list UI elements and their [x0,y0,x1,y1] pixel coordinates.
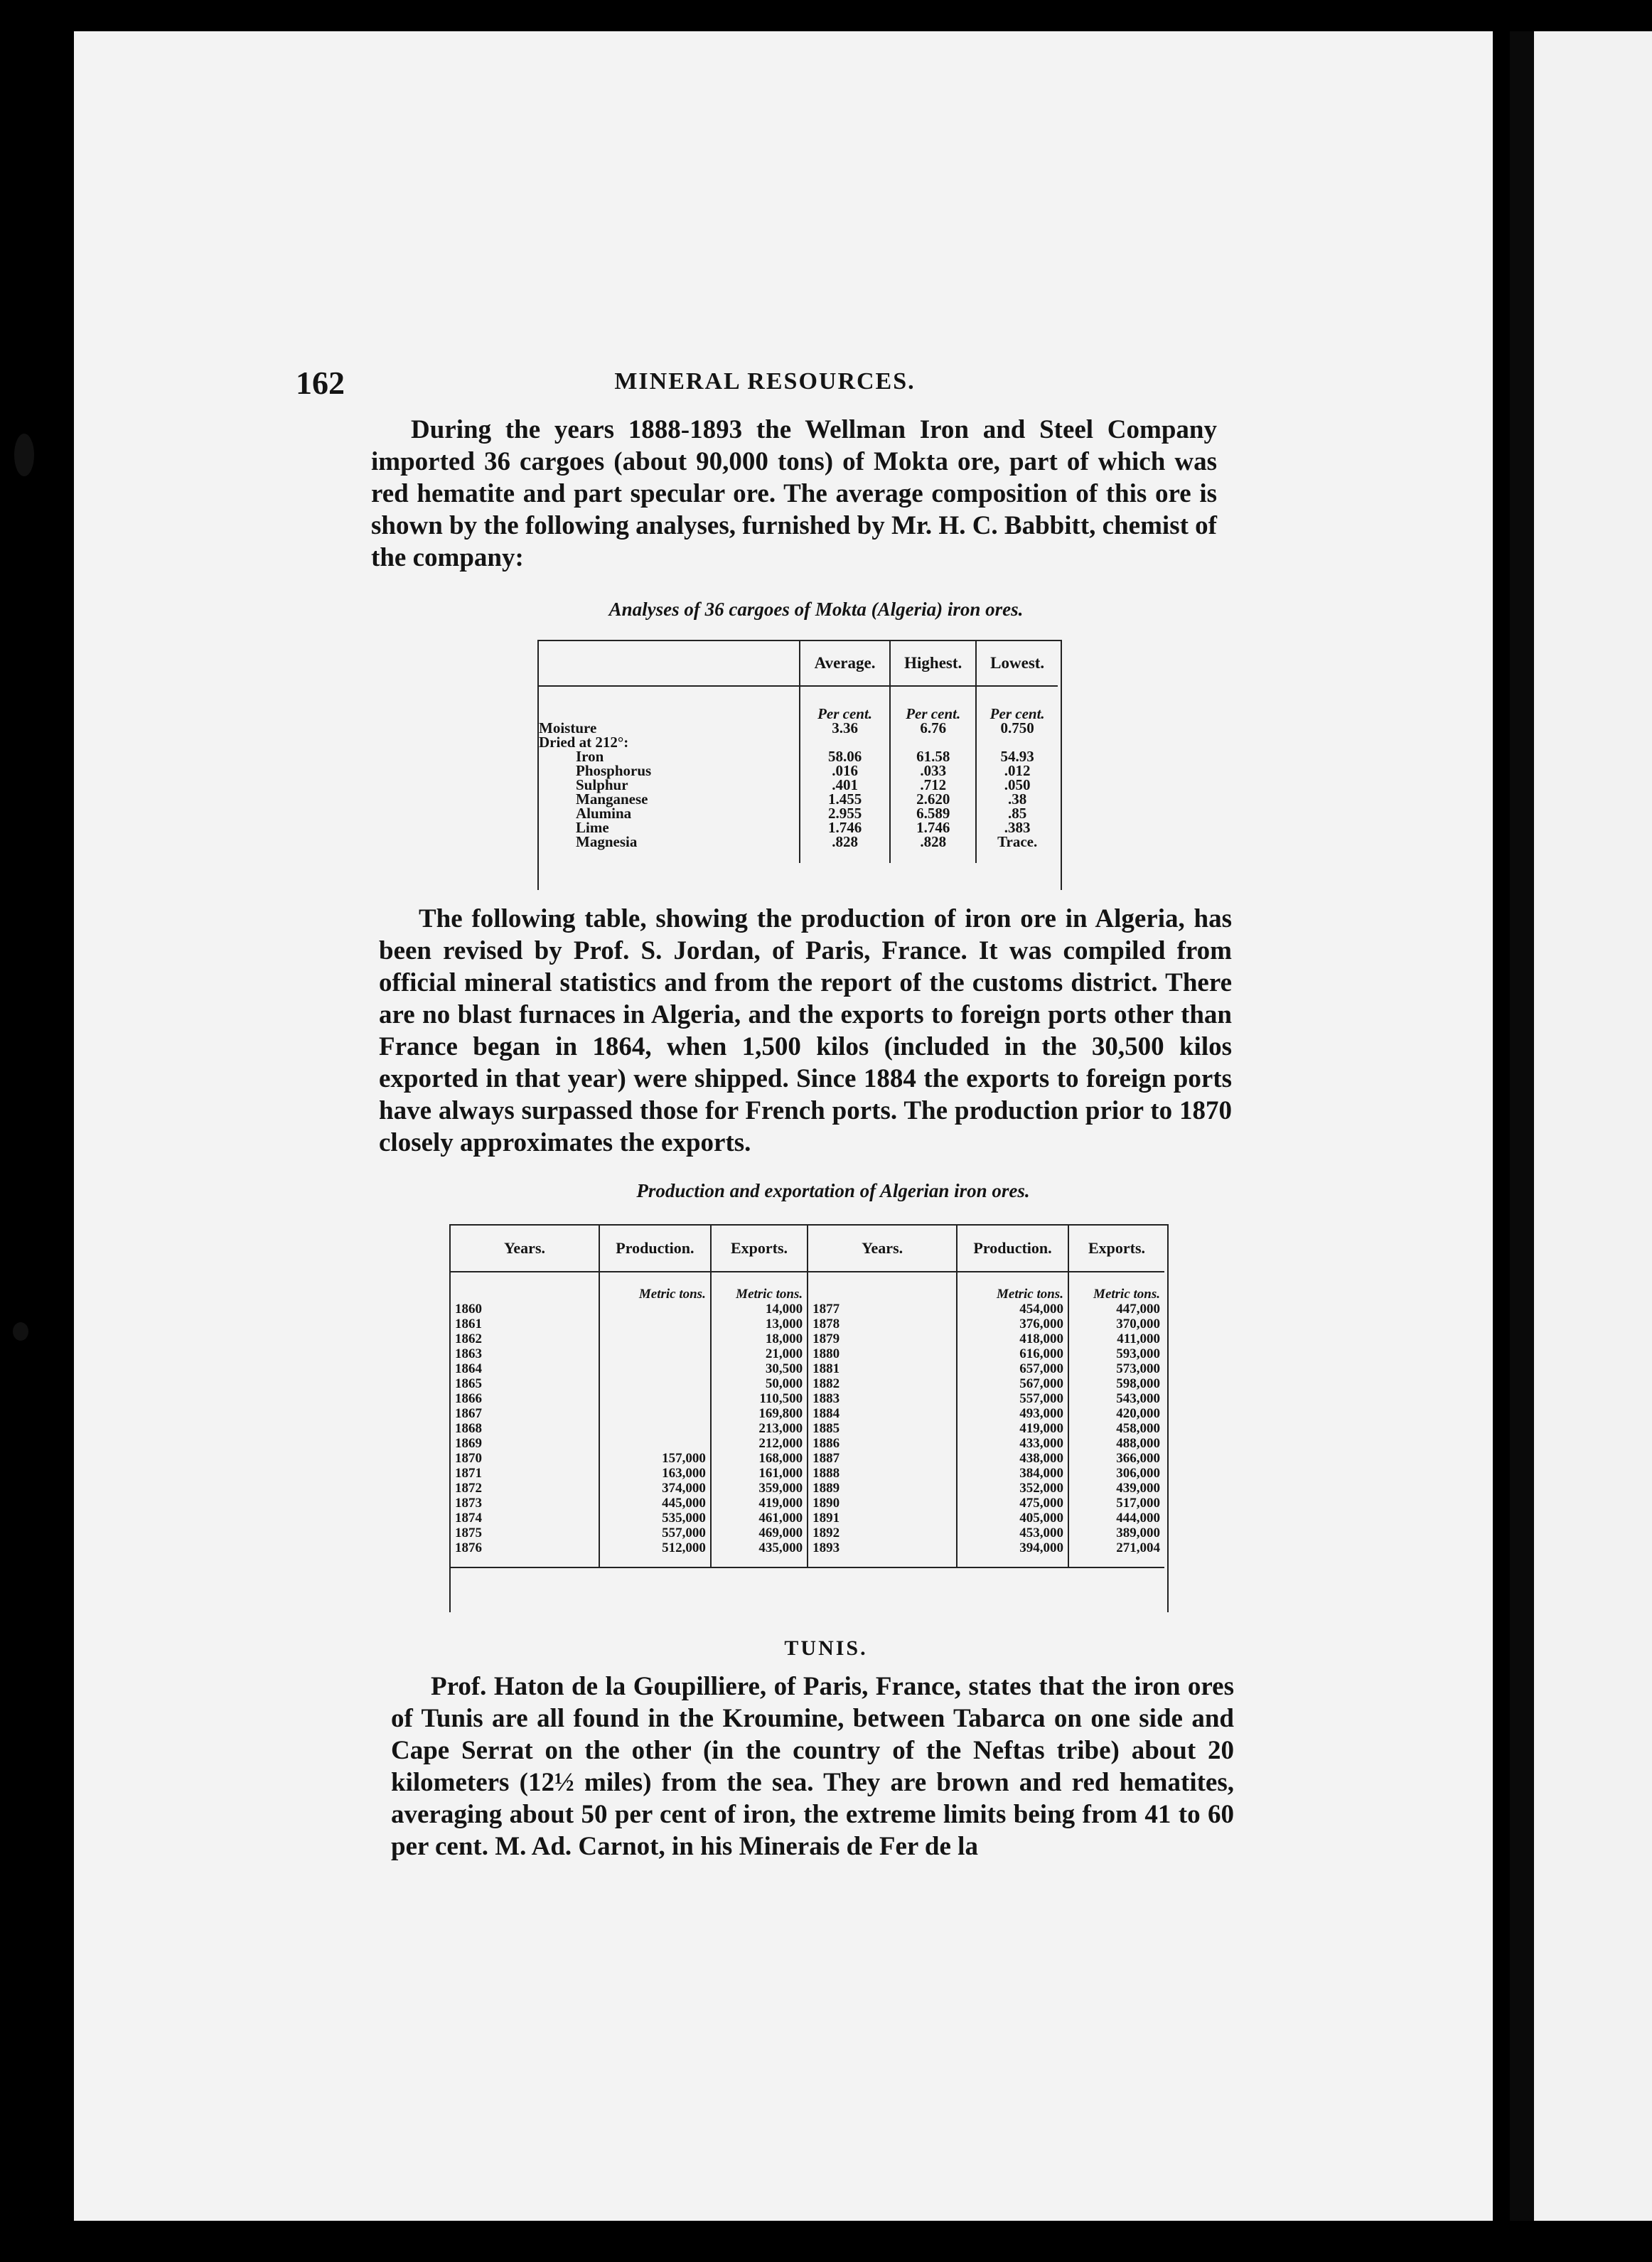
table-cell: 366,000 [1068,1451,1164,1466]
table-cell: 50,000 [711,1376,808,1391]
table-cell: 435,000 [711,1540,808,1567]
table-cell: 419,000 [711,1496,808,1511]
table-cell [599,1376,711,1391]
table-cell: 389,000 [1068,1526,1164,1540]
unit-label: Metric tons. [711,1272,808,1302]
table-row [539,749,1058,763]
row-label: Sulphur [576,776,628,793]
year-cell: 1890 [808,1496,957,1511]
unit-label: Metric tons. [1068,1272,1164,1302]
table-cell: 58.06 [800,749,890,763]
table-row [539,835,1058,863]
table-cell: 438,000 [957,1451,1068,1466]
year-cell: 1893 [808,1540,957,1567]
facing-page-edge [1534,31,1652,2221]
table-cell: 169,800 [711,1406,808,1421]
table-cell: 453,000 [957,1526,1068,1540]
table-cell [599,1391,711,1406]
year-cell: 1877 [808,1302,957,1317]
table-row [539,820,1058,835]
year-cell: 1879 [808,1331,957,1346]
table-cell: .828 [800,835,890,863]
table-cell: 598,000 [1068,1376,1164,1391]
table-row [451,1376,1164,1391]
unit-label: Metric tons. [957,1272,1068,1302]
column-header-years: Years. [808,1226,957,1272]
table-cell: 30,500 [711,1361,808,1376]
table-cell: 488,000 [1068,1436,1164,1451]
year-cell: 1876 [451,1540,599,1567]
year-cell: 1881 [808,1361,957,1376]
table-cell: 110,500 [711,1391,808,1406]
table-cell: .050 [976,778,1058,792]
table-caption-mokta: Analyses of 36 cargoes of Mokta (Algeria) iron ores. [608,599,1024,620]
table-cell: 517,000 [1068,1496,1164,1511]
table-cell: 557,000 [599,1526,711,1540]
year-cell: 1868 [455,1421,482,1436]
table-cell: 1.746 [890,820,976,835]
paragraph-tunis: Prof. Haton de la Goupilliere, of Paris, France, states that the iron ores of Tunis are all found in the Kroumine, between Tabarca on one side and Cape Serrat on the other (in the country of the Neftas tribe) about 20 kilometers (12½ miles) from the sea. They are brown and red hematites, averaging about 50 per cent of iron, the extreme limits being from 41 to 60 per cent. M. Ad. Carnot, in his Minerais de Fer de la [391,1672,1234,1861]
table-cell: 394,000 [957,1540,1068,1567]
running-head: MINERAL RESOURCES. [614,368,916,395]
column-header-production: Production. [957,1226,1068,1272]
table-row [451,1361,1164,1376]
page-header [296,364,1234,404]
table-cell [599,1302,711,1317]
table-cell [976,735,1058,749]
margin-speck [13,1322,28,1341]
table-cell: 419,000 [957,1421,1068,1436]
table-row [451,1540,1164,1567]
table-cell: 18,000 [711,1331,808,1346]
paragraph-wellman: During the years 1888-1893 the Wellman Iron and Steel Company imported 36 cargoes (about 90,000 tons) of Mokta ore, part of which was red hematite and part specular ore. The average composition of this ore is shown by the following analyses, furnished by Mr. H. C. Babbitt, chemist of the company: [371,415,1217,572]
year-cell: 1888 [808,1466,957,1481]
table-cell [599,1436,711,1451]
table-cell: 543,000 [1068,1391,1164,1406]
table-cell: 458,000 [1068,1421,1164,1436]
row-label: Phosphorus [576,762,652,779]
table-algeria-production [451,1226,1164,1568]
table-cell: .401 [800,778,890,792]
table-row [539,792,1058,806]
row-label: Iron [576,748,604,765]
year-cell: 1861 [455,1317,482,1331]
table-cell: 444,000 [1068,1511,1164,1526]
row-label: Magnesia [576,833,638,850]
year-cell: 1872 [455,1481,482,1496]
margin-speck [14,434,34,476]
table-cell [800,735,890,749]
table-cell: 61.58 [890,749,976,763]
table-row [451,1436,1164,1451]
table-cell: 370,000 [1068,1317,1164,1331]
year-cell: 1860 [455,1302,482,1317]
table-row [539,721,1058,735]
table-cell: .85 [976,806,1058,820]
table-cell: 54.93 [976,749,1058,763]
page-number: 162 [296,365,345,401]
column-header-exports: Exports. [1068,1226,1164,1272]
table-row [451,1302,1164,1317]
column-header-exports: Exports. [711,1226,808,1272]
year-cell: 1863 [455,1346,482,1361]
table-cell: 469,000 [711,1526,808,1540]
row-label: Lime [576,819,609,836]
table-row [451,1466,1164,1481]
year-cell: 1869 [455,1436,482,1451]
table-cell [808,1272,957,1302]
table-row [451,1317,1164,1331]
row-label: Manganese [576,790,648,808]
table-cell: 6.589 [890,806,976,820]
table-cell: 445,000 [599,1496,711,1511]
year-cell: 1887 [808,1451,957,1466]
table-row [451,1481,1164,1496]
year-cell: 1891 [808,1511,957,1526]
column-header-average: Average. [800,641,890,686]
table-cell: 493,000 [957,1406,1068,1421]
table-row [451,1496,1164,1511]
table-cell: .383 [976,820,1058,835]
table-row [451,1511,1164,1526]
table-cell: .712 [890,778,976,792]
table-cell: 21,000 [711,1346,808,1361]
table-cell [451,1272,599,1302]
table-cell: 439,000 [1068,1481,1164,1496]
year-cell: 1874 [455,1511,482,1526]
section-heading-tunis: TUNIS. [784,1636,868,1660]
year-cell: 1889 [808,1481,957,1496]
row-label: Alumina [576,805,632,822]
table-cell: 2.955 [800,806,890,820]
table-cell: 13,000 [711,1317,808,1331]
table-cell [599,1361,711,1376]
table-mokta-analyses [539,641,1058,863]
table-cell [599,1406,711,1421]
table-cell [599,1317,711,1331]
table-cell: 512,000 [599,1540,711,1567]
year-cell: 1884 [808,1406,957,1421]
table-cell: 657,000 [957,1361,1068,1376]
table-cell: 374,000 [599,1481,711,1496]
year-cell: 1862 [455,1331,482,1346]
table-row [451,1526,1164,1540]
table-cell: 384,000 [957,1466,1068,1481]
year-cell: 1875 [455,1526,482,1540]
table-cell: 213,000 [711,1421,808,1436]
column-header-lowest: Lowest. [976,641,1058,686]
year-cell: 1864 [455,1361,482,1376]
unit-label: Per cent. [800,686,890,721]
table-cell: 475,000 [957,1496,1068,1511]
unit-label: Per cent. [976,686,1058,721]
table-cell [890,735,976,749]
year-cell: 1883 [808,1391,957,1406]
table-cell: 557,000 [957,1391,1068,1406]
table-cell: 376,000 [957,1317,1068,1331]
row-label: Moisture [539,719,597,736]
table-cell: 271,004 [1068,1540,1164,1567]
table-cell: .016 [800,763,890,778]
table-cell: 447,000 [1068,1302,1164,1317]
table-cell: 573,000 [1068,1361,1164,1376]
table-row [451,1421,1164,1436]
table-cell [599,1346,711,1361]
table-cell: 593,000 [1068,1346,1164,1361]
table-cell: 411,000 [1068,1331,1164,1346]
table-cell: 418,000 [957,1331,1068,1346]
table-cell: 1.455 [800,792,890,806]
table-row [451,1331,1164,1346]
table-cell: 306,000 [1068,1466,1164,1481]
table-cell: .828 [890,835,976,863]
table-cell: 461,000 [711,1511,808,1526]
unit-label: Metric tons. [599,1272,711,1302]
table-row [539,763,1058,778]
year-cell: 1886 [808,1436,957,1451]
year-cell: 1880 [808,1346,957,1361]
table-cell: 161,000 [711,1466,808,1481]
table-cell: Trace. [976,835,1058,863]
year-cell: 1871 [455,1466,482,1481]
year-cell: 1873 [455,1496,482,1511]
table-cell: 3.36 [800,721,890,735]
table-header-blank [539,641,800,686]
table-cell: 535,000 [599,1511,711,1526]
year-cell: 1885 [808,1421,957,1436]
book-spine [1510,31,1534,2221]
table-row [539,806,1058,820]
table-cell: .012 [976,763,1058,778]
table-cell: 405,000 [957,1511,1068,1526]
table-cell [539,686,800,721]
table-caption-algeria: Production and exportation of Algerian iron ores. [636,1180,1030,1201]
column-header-production: Production. [599,1226,711,1272]
table-cell: 454,000 [957,1302,1068,1317]
year-cell: 1878 [808,1317,957,1331]
table-row [539,778,1058,792]
year-cell: 1892 [808,1526,957,1540]
table-cell: 359,000 [711,1481,808,1496]
table-row [451,1391,1164,1406]
year-cell: 1882 [808,1376,957,1391]
table-cell: .38 [976,792,1058,806]
table-row [539,735,1058,749]
table-cell: 616,000 [957,1346,1068,1361]
table-row [451,1346,1164,1361]
year-cell: 1867 [455,1406,482,1421]
table-row [451,1406,1164,1421]
table-cell: .033 [890,763,976,778]
table-cell: 212,000 [711,1436,808,1451]
table-cell: 0.750 [976,721,1058,735]
table-cell: 163,000 [599,1466,711,1481]
column-header-highest: Highest. [890,641,976,686]
table-cell: 14,000 [711,1302,808,1317]
table-cell: 168,000 [711,1451,808,1466]
table-cell: 420,000 [1068,1406,1164,1421]
table-cell: 6.76 [890,721,976,735]
paragraph-algeria: The following table, showing the production of iron ore in Algeria, has been revised by Prof. S. Jordan, of Paris, France. It was compiled from official mineral statistics and from the report of the customs district. There are no blast furnaces in Algeria, and the exports to foreign ports other than France began in 1864, when 1,500 kilos (included in the 30,500 kilos exported in that year) were shipped. Since 1884 the exports to foreign ports have always surpassed those for French ports. The production prior to 1870 closely approximates the exports. [379,904,1232,1157]
table-cell: 157,000 [599,1451,711,1466]
table-cell [599,1421,711,1436]
row-label: Dried at 212°: [539,734,629,751]
table-row [451,1451,1164,1466]
table-cell: 352,000 [957,1481,1068,1496]
year-cell: 1866 [455,1391,482,1406]
column-header-years: Years. [451,1226,599,1272]
year-cell: 1865 [455,1376,482,1391]
table-cell [599,1331,711,1346]
table-cell: 2.620 [890,792,976,806]
table-cell: 433,000 [957,1436,1068,1451]
year-cell: 1870 [455,1451,482,1466]
unit-label: Per cent. [890,686,976,721]
table-cell: 567,000 [957,1376,1068,1391]
table-cell: 1.746 [800,820,890,835]
